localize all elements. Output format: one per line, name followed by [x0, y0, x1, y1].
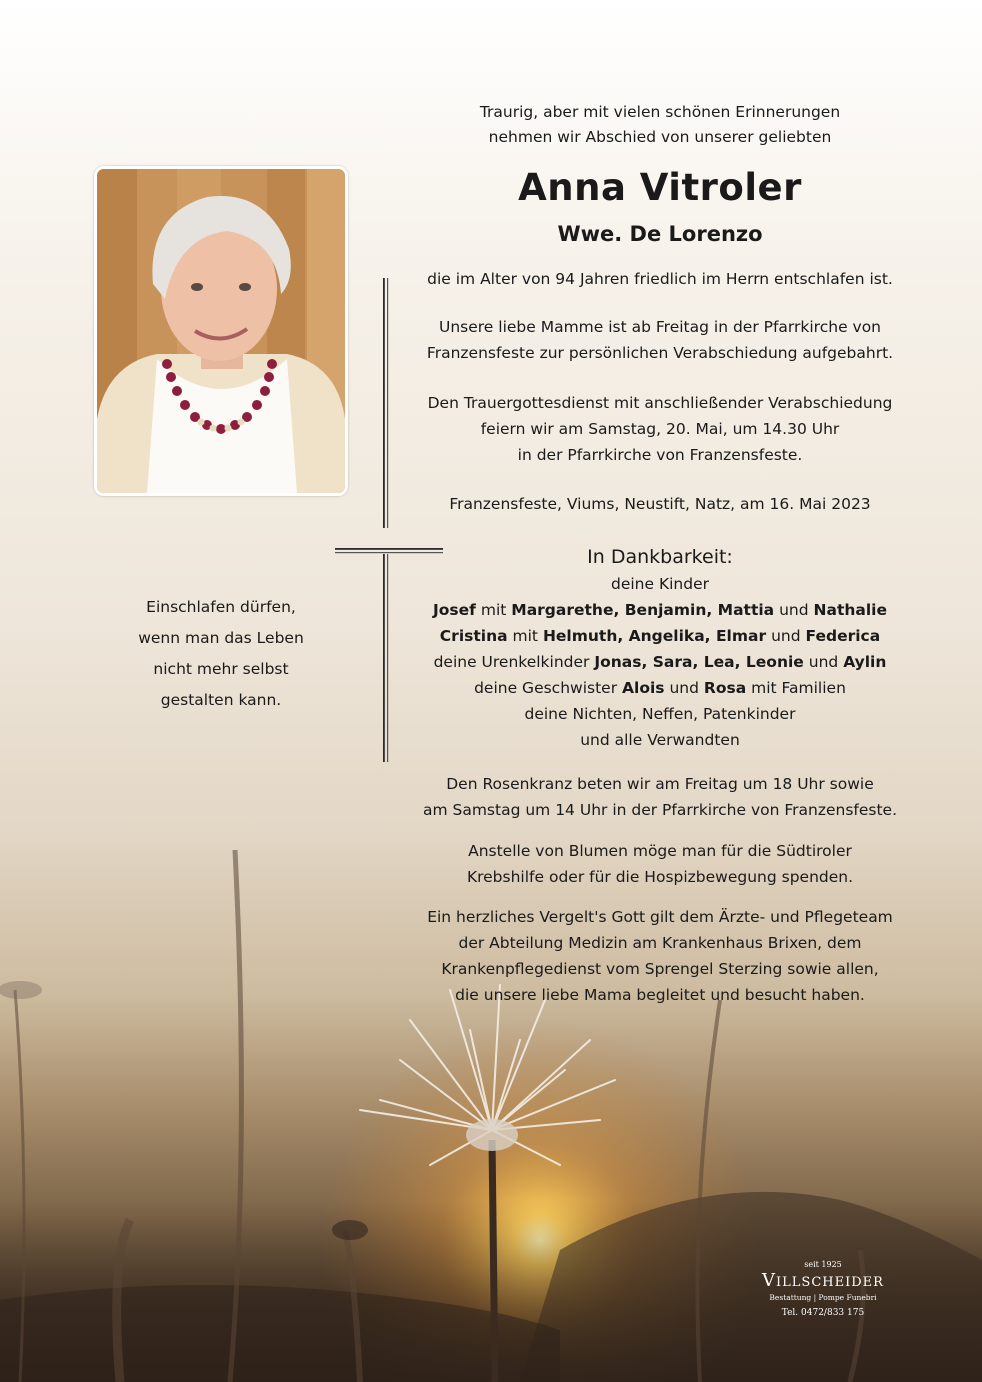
flowers-paragraph [420, 838, 900, 890]
family-line-josef [420, 597, 900, 623]
deceased-widow-of: Wwe. De Lorenzo [557, 222, 763, 246]
logo-subtitle: Bestattung | Pompe Funebri [769, 1293, 877, 1302]
connector-text: und [808, 653, 839, 671]
intro-text [420, 100, 900, 150]
portrait-photo [94, 166, 348, 496]
paragraph-line: feiern wir am Samstag, 20. Mai, um 14.30 Uhr [480, 420, 840, 438]
cross-icon [335, 270, 447, 770]
family-name: Alois [622, 679, 665, 697]
quote-text [110, 592, 332, 716]
logo-phone: Tel. 0472/833 175 [781, 1308, 865, 1318]
family-names: Helmuth, Angelika, Elmar [542, 627, 767, 645]
intro-text: deine Geschwister [474, 679, 618, 697]
connector-text: und [669, 679, 699, 697]
paragraph-line: die unsere liebe Mama begleitet und besucht haben. [455, 986, 865, 1004]
paragraph-line: der Abteilung Medizin am Krankenhaus Brixen, dem [458, 934, 862, 952]
aufbahrung-paragraph [420, 314, 900, 366]
rosary-paragraph [420, 771, 900, 823]
connector-text: und [779, 601, 809, 619]
connector-text: mit [512, 627, 538, 645]
quote-line: wenn man das Leben [138, 629, 304, 647]
age-line: die im Alter von 94 Jahren friedlich im Herrn entschlafen ist. [427, 270, 893, 288]
deceased-name: Anna Vitroler [518, 166, 802, 209]
logo-since: seit 1925 [804, 1260, 842, 1269]
family-line-nieces: deine Nichten, Neffen, Patenkinder [524, 705, 796, 723]
quote-line: Einschlafen dürfen, [146, 598, 296, 616]
logo-brand: Villscheider [762, 1270, 884, 1291]
place-date: Franzensfeste, Viums, Neustift, Natz, am 16. Mai 2023 [449, 495, 871, 513]
connector-text: mit Familien [751, 679, 846, 697]
funeral-home-logo [748, 1260, 898, 1320]
thanks-title: In Dankbarkeit: [587, 546, 733, 568]
paragraph-line: Anstelle von Blumen möge man für die Südtiroler [468, 842, 852, 860]
family-name: Nathalie [813, 601, 887, 619]
children-intro: deine Kinder [610, 575, 709, 593]
paragraph-line: Krankenpflegedienst vom Sprengel Sterzing sowie allen, [441, 960, 879, 978]
paragraph-line: Den Trauergottesdienst mit anschließender Verabschiedung [427, 394, 893, 412]
intro-text: deine Urenkelkinder [433, 653, 590, 671]
child-name: Cristina [439, 627, 508, 645]
family-line-great-grandchildren [420, 649, 900, 675]
paragraph-line: Franzensfeste zur persönlichen Verabschiedung aufgebahrt. [426, 344, 894, 362]
paragraph-line: Krebshilfe oder für die Hospizbewegung spenden. [466, 868, 854, 886]
connector-text: und [771, 627, 801, 645]
gratitude-paragraph [420, 904, 900, 1008]
child-name: Josef [433, 601, 476, 619]
family-line-siblings [420, 675, 900, 701]
paragraph-line: Ein herzliches Vergelt's Gott gilt dem Ärzte- und Pflegeteam [427, 908, 893, 926]
family-name: Rosa [703, 679, 747, 697]
quote-line: gestalten kann. [160, 691, 282, 709]
family-names: Jonas, Sara, Lea, Leonie [594, 653, 804, 671]
intro-line: Traurig, aber mit vielen schönen Erinnerungen [479, 103, 841, 121]
quote-line: nicht mehr selbst [153, 660, 289, 678]
paragraph-line: Unsere liebe Mamme ist ab Freitag in der Pfarrkirche von [438, 318, 882, 336]
gottesdienst-paragraph [420, 390, 900, 468]
thanks-section [420, 543, 900, 753]
family-name: Aylin [843, 653, 887, 671]
paragraph-line: Den Rosenkranz beten wir am Freitag um 18 Uhr sowie [446, 775, 874, 793]
family-name: Federica [805, 627, 881, 645]
family-line-cristina [420, 623, 900, 649]
intro-line: nehmen wir Abschied von unserer geliebten [488, 128, 832, 146]
family-line-relatives: und alle Verwandten [580, 731, 740, 749]
connector-text: mit [480, 601, 507, 619]
paragraph-line: in der Pfarrkirche von Franzensfeste. [517, 446, 803, 464]
family-names: Margarethe, Benjamin, Mattia [511, 601, 775, 619]
paragraph-line: am Samstag um 14 Uhr in der Pfarrkirche von Franzensfeste. [422, 801, 898, 819]
